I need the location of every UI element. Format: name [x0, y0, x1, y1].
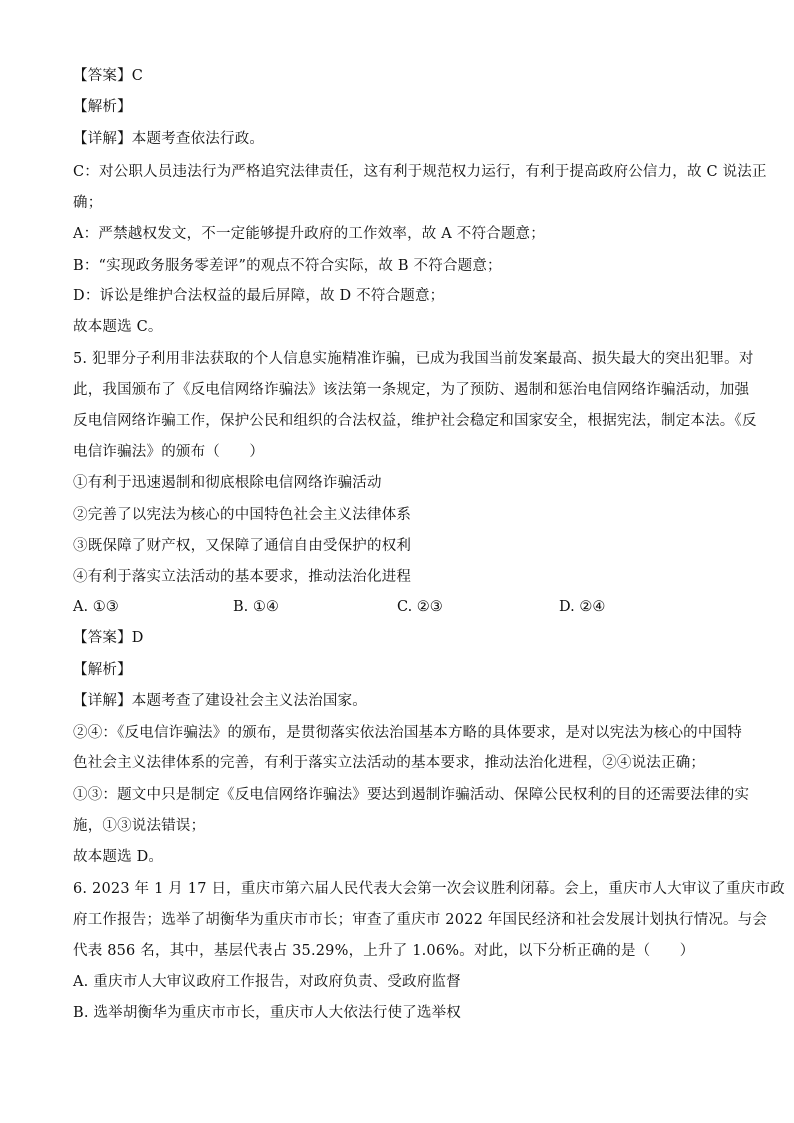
q4-explanation-line: D：诉讼是维护合法权益的最后屏障，故 D 不符合题意；	[73, 288, 445, 304]
q5-option-c: C. ②③	[397, 599, 443, 615]
q5-item-2: ②完善了以宪法为核心的中国特色社会主义法律体系	[73, 507, 412, 523]
q4-explanation-line: B：“实现政务服务零差评”的观点不符合实际，故 B 不符合题意；	[73, 258, 502, 274]
q5-option-b: B. ①④	[233, 599, 279, 615]
q5-explanation-line: 施，①③说法错误；	[73, 818, 206, 834]
q6-option-a: A. 重庆市人大审议政府工作报告，对政府负责、受政府监督	[73, 974, 461, 990]
q5-stem-line: 5. 犯罪分子利用非法获取的个人信息实施精准诈骗，已成为我国当前发案最高、损失最大的突出犯罪。对	[73, 351, 754, 367]
q5-explanation-line: ②④：《反电信诈骗法》的颁布，是贯彻落实依法治国基本方略的具体要求，是对以宪法为核心的中国特	[73, 725, 742, 741]
q5-item-4: ④有利于落实立法活动的基本要求，推动法治化进程	[73, 569, 412, 585]
q6-stem-line: 代表 856 名，其中，基层代表占 35.29%，上升了 1.06%。对此，以下分析正确的是（ ）	[73, 943, 695, 959]
q6-option-b: B. 选举胡衡华为重庆市市长，重庆市人大依法行使了选举权	[73, 1005, 461, 1021]
q5-option-d: D. ②④	[559, 599, 606, 615]
q5-item-3: ③既保障了财产权，又保障了通信自由受保护的权利	[73, 538, 412, 554]
q5-conclusion: 故本题选 D。	[73, 849, 164, 865]
q6-stem-line: 府工作报告；选举了胡衡华为重庆市市长；审查了重庆市 2022 年国民经济和社会发展计划执行情况。与会	[73, 912, 768, 928]
q5-item-1: ①有利于迅速遏制和彻底根除电信网络诈骗活动	[73, 475, 382, 491]
q4-analysis-heading: 【解析】	[73, 99, 132, 115]
q4-explanation-line: 确；	[73, 195, 103, 211]
q5-stem-line: 此，我国颁布了《反电信网络诈骗法》该法第一条规定，为了预防、遏制和惩治电信网络诈骗活动，加强	[73, 382, 750, 398]
q4-answer: 【答案】C	[73, 68, 144, 84]
q6-stem-line: 6. 2023 年 1 月 17 日，重庆市第六届人民代表大会第一次会议胜利闭幕。会上，重庆市人大审议了重庆市政	[73, 881, 785, 897]
q5-option-a: A. ①③	[73, 599, 119, 615]
q5-stem-line: 反电信网络诈骗工作，保护公民和组织的合法权益，维护社会稳定和国家安全，根据宪法，制定本法。《反	[73, 413, 757, 429]
q5-explanation-line: ①③：题文中只是制定《反电信网络诈骗法》要达到遏制诈骗活动、保障公民权利的目的还需要法律的实	[73, 787, 750, 803]
q4-explanation-line: A：严禁越权发文，不一定能够提升政府的工作效率，故 A 不符合题意；	[73, 226, 545, 242]
q4-detail: 【详解】本题考查依法行政。	[73, 131, 265, 147]
q5-stem-line: 电信诈骗法》的颁布（ ）	[73, 444, 265, 460]
q4-conclusion: 故本题选 C。	[73, 319, 163, 335]
q5-answer: 【答案】D	[73, 630, 144, 646]
q5-detail: 【详解】本题考查了建设社会主义法治国家。	[73, 693, 367, 709]
q5-options	[73, 597, 723, 617]
q4-explanation-line: C：对公职人员违法行为严格追究法律责任，这有利于规范权力运行，有利于提高政府公信力，故 C 说法正	[73, 164, 767, 180]
q5-analysis-heading: 【解析】	[73, 662, 132, 678]
q5-explanation-line: 色社会主义法律体系的完善，有利于落实立法活动的基本要求，推动法治化进程，②④说法正确；	[73, 755, 706, 771]
